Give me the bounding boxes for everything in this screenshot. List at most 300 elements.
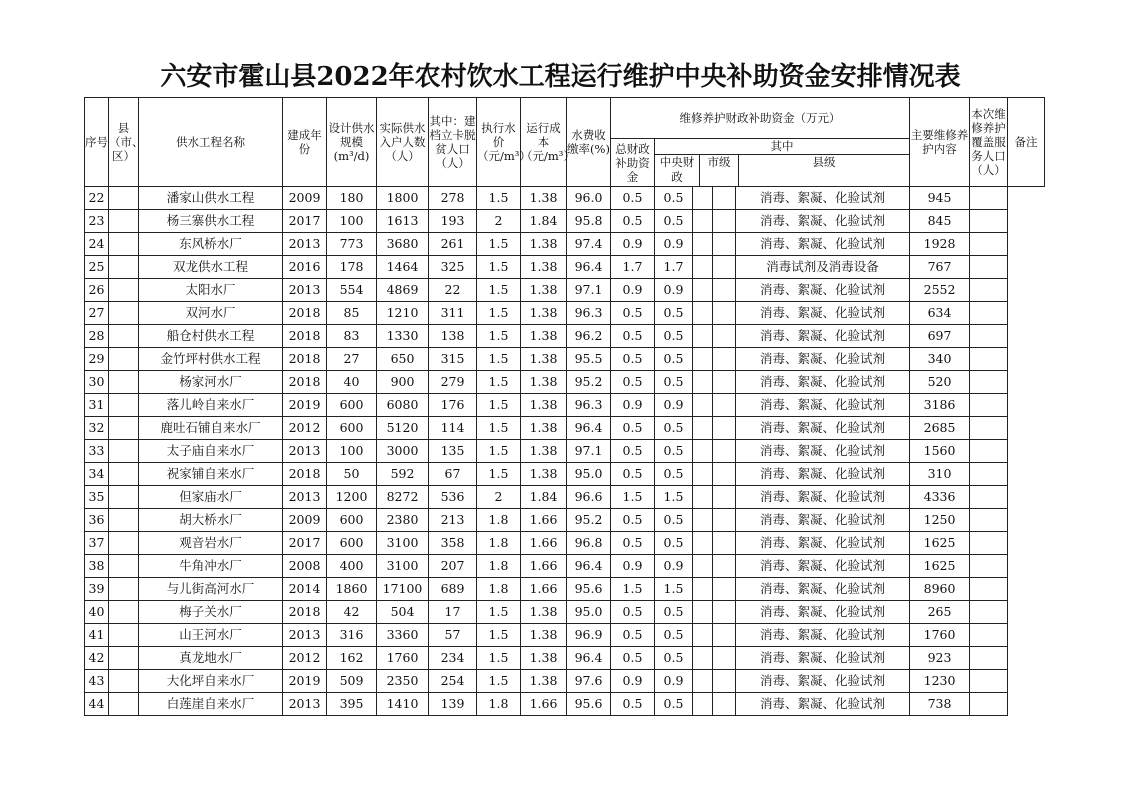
cell-city [693, 210, 713, 233]
cell-city [693, 555, 713, 578]
cell-year: 2009 [283, 187, 327, 210]
cell-central: 0.5 [655, 440, 693, 463]
cell-collect: 96.4 [567, 256, 611, 279]
table-row [85, 578, 1045, 601]
cell-actual: 1613 [377, 210, 429, 233]
cell-price: 1.8 [477, 578, 521, 601]
cell-county-level [713, 210, 736, 233]
table-row [85, 348, 1045, 371]
cell-county-level [713, 555, 736, 578]
cell-seq: 41 [85, 624, 109, 647]
cell-design: 100 [327, 210, 377, 233]
cell-price: 1.5 [477, 394, 521, 417]
cell-actual: 6080 [377, 394, 429, 417]
cell-poverty: 67 [429, 463, 477, 486]
cell-project-name: 东风桥水厂 [139, 233, 283, 256]
cell-cost: 1.38 [521, 394, 567, 417]
cell-project-name: 观音岩水厂 [139, 532, 283, 555]
cell-year: 2013 [283, 486, 327, 509]
cell-city [693, 440, 713, 463]
cell-served: 945 [910, 187, 970, 210]
cell-content: 消毒、絮凝、化验试剂 [736, 371, 910, 394]
cell-city [693, 578, 713, 601]
cell-city [693, 187, 713, 210]
cell-collect: 97.1 [567, 279, 611, 302]
table-row [85, 555, 1045, 578]
cell-cost: 1.38 [521, 302, 567, 325]
cell-price: 1.8 [477, 532, 521, 555]
cell-year: 2019 [283, 394, 327, 417]
cell-seq: 42 [85, 647, 109, 670]
cell-cost: 1.38 [521, 187, 567, 210]
cell-price: 1.8 [477, 555, 521, 578]
cell-county-level [713, 509, 736, 532]
cell-seq: 23 [85, 210, 109, 233]
cell-county [109, 279, 139, 302]
cell-content: 消毒、絮凝、化验试剂 [736, 302, 910, 325]
cell-city [693, 624, 713, 647]
cell-actual: 3000 [377, 440, 429, 463]
cell-project-name: 落儿岭自来水厂 [139, 394, 283, 417]
cell-design: 85 [327, 302, 377, 325]
cell-seq: 29 [85, 348, 109, 371]
cell-county-level [713, 624, 736, 647]
header-project: 供水工程名称 [139, 98, 283, 187]
cell-county-level [713, 486, 736, 509]
cell-design: 180 [327, 187, 377, 210]
cell-design: 27 [327, 348, 377, 371]
cell-poverty: 261 [429, 233, 477, 256]
cell-remark [970, 624, 1008, 647]
cell-county-level [713, 325, 736, 348]
cell-county [109, 187, 139, 210]
cell-seq: 39 [85, 578, 109, 601]
cell-collect: 95.8 [567, 210, 611, 233]
cell-actual: 1410 [377, 693, 429, 716]
cell-central: 0.5 [655, 624, 693, 647]
cell-central: 0.9 [655, 233, 693, 256]
cell-poverty: 358 [429, 532, 477, 555]
cell-year: 2012 [283, 417, 327, 440]
cell-cost: 1.38 [521, 279, 567, 302]
cell-content: 消毒、絮凝、化验试剂 [736, 601, 910, 624]
cell-poverty: 278 [429, 187, 477, 210]
cell-seq: 37 [85, 532, 109, 555]
cell-content: 消毒、絮凝、化验试剂 [736, 440, 910, 463]
header-design: 设计供水规模(m³/d) [327, 98, 377, 187]
cell-content: 消毒、絮凝、化验试剂 [736, 509, 910, 532]
cell-price: 1.5 [477, 417, 521, 440]
cell-actual: 504 [377, 601, 429, 624]
cell-project-name: 鹿吐石铺自来水厂 [139, 417, 283, 440]
cell-seq: 24 [85, 233, 109, 256]
cell-central: 1.5 [655, 578, 693, 601]
cell-poverty: 57 [429, 624, 477, 647]
header-poverty: 其中：建档立卡脱贫人口（人） [429, 98, 477, 187]
cell-total: 0.5 [611, 371, 655, 394]
cell-city [693, 647, 713, 670]
cell-remark [970, 348, 1008, 371]
cell-county-level [713, 532, 736, 555]
cell-county-level [713, 647, 736, 670]
cell-remark [970, 647, 1008, 670]
cell-central: 0.5 [655, 463, 693, 486]
cell-content: 消毒、絮凝、化验试剂 [736, 670, 910, 693]
cell-remark [970, 371, 1008, 394]
cell-collect: 95.0 [567, 463, 611, 486]
cell-content: 消毒、絮凝、化验试剂 [736, 463, 910, 486]
cell-county-level [713, 279, 736, 302]
cell-remark [970, 670, 1008, 693]
cell-city [693, 532, 713, 555]
cell-collect: 96.4 [567, 647, 611, 670]
document-title: 六安市霍山县2022年农村饮水工程运行维护中央补助资金安排情况表 [160, 62, 961, 92]
cell-city [693, 486, 713, 509]
cell-total: 0.5 [611, 463, 655, 486]
cell-content: 消毒、絮凝、化验试剂 [736, 210, 910, 233]
cell-price: 1.5 [477, 624, 521, 647]
cell-price: 1.5 [477, 440, 521, 463]
cell-remark [970, 302, 1008, 325]
cell-price: 1.5 [477, 302, 521, 325]
table-row [85, 187, 1045, 210]
cell-county [109, 256, 139, 279]
cell-city [693, 302, 713, 325]
cell-remark [970, 279, 1008, 302]
cell-cost: 1.38 [521, 256, 567, 279]
cell-design: 400 [327, 555, 377, 578]
cell-remark [970, 578, 1008, 601]
header-seq: 序号 [85, 98, 109, 187]
cell-price: 1.8 [477, 693, 521, 716]
header-cost: 运行成本（元/m³） [521, 98, 567, 187]
table-row [85, 647, 1045, 670]
cell-poverty: 213 [429, 509, 477, 532]
cell-collect: 97.1 [567, 440, 611, 463]
cell-total: 0.5 [611, 647, 655, 670]
cell-central: 0.5 [655, 532, 693, 555]
cell-actual: 650 [377, 348, 429, 371]
cell-content: 消毒、絮凝、化验试剂 [736, 578, 910, 601]
cell-served: 340 [910, 348, 970, 371]
cell-design: 83 [327, 325, 377, 348]
cell-project-name: 双龙供水工程 [139, 256, 283, 279]
cell-total: 0.9 [611, 394, 655, 417]
cell-served: 1560 [910, 440, 970, 463]
header-remark: 备注 [1008, 98, 1045, 187]
cell-project-name: 潘家山供水工程 [139, 187, 283, 210]
cell-central: 0.5 [655, 210, 693, 233]
cell-served: 3186 [910, 394, 970, 417]
cell-actual: 1760 [377, 647, 429, 670]
cell-total: 1.7 [611, 256, 655, 279]
cell-cost: 1.38 [521, 233, 567, 256]
cell-total: 0.5 [611, 210, 655, 233]
cell-actual: 17100 [377, 578, 429, 601]
cell-year: 2008 [283, 555, 327, 578]
header-of-which-group [655, 139, 910, 187]
cell-content: 消毒试剂及消毒设备 [736, 256, 910, 279]
cell-design: 162 [327, 647, 377, 670]
cell-collect: 96.6 [567, 486, 611, 509]
cell-served: 1250 [910, 509, 970, 532]
cell-county [109, 509, 139, 532]
cell-county [109, 670, 139, 693]
cell-city [693, 348, 713, 371]
table-row [85, 325, 1045, 348]
header-county: 县（市、区） [109, 98, 139, 187]
cell-content: 消毒、絮凝、化验试剂 [736, 348, 910, 371]
cell-served: 1928 [910, 233, 970, 256]
cell-remark [970, 601, 1008, 624]
cell-actual: 900 [377, 371, 429, 394]
cell-cost: 1.66 [521, 509, 567, 532]
cell-county-level [713, 578, 736, 601]
cell-city [693, 233, 713, 256]
cell-city [693, 394, 713, 417]
cell-county [109, 532, 139, 555]
cell-served: 923 [910, 647, 970, 670]
cell-served: 1625 [910, 555, 970, 578]
cell-price: 1.5 [477, 647, 521, 670]
cell-collect: 96.8 [567, 532, 611, 555]
cell-year: 2013 [283, 693, 327, 716]
cell-cost: 1.66 [521, 532, 567, 555]
cell-actual: 4869 [377, 279, 429, 302]
cell-price: 1.5 [477, 256, 521, 279]
cell-price: 2 [477, 486, 521, 509]
cell-collect: 96.3 [567, 394, 611, 417]
cell-project-name: 太子庙自来水厂 [139, 440, 283, 463]
table-row [85, 394, 1045, 417]
cell-remark [970, 486, 1008, 509]
cell-price: 1.5 [477, 233, 521, 256]
cell-served: 738 [910, 693, 970, 716]
cell-project-name: 胡大桥水厂 [139, 509, 283, 532]
cell-total: 0.5 [611, 693, 655, 716]
cell-design: 600 [327, 417, 377, 440]
cell-county-level [713, 417, 736, 440]
cell-city [693, 325, 713, 348]
cell-collect: 95.5 [567, 348, 611, 371]
cell-project-name: 真龙地水厂 [139, 647, 283, 670]
cell-cost: 1.38 [521, 440, 567, 463]
cell-content: 消毒、絮凝、化验试剂 [736, 233, 910, 256]
cell-total: 0.5 [611, 302, 655, 325]
cell-seq: 43 [85, 670, 109, 693]
cell-content: 消毒、絮凝、化验试剂 [736, 325, 910, 348]
cell-central: 0.5 [655, 302, 693, 325]
cell-city [693, 693, 713, 716]
cell-poverty: 139 [429, 693, 477, 716]
cell-county-level [713, 187, 736, 210]
cell-county-level [713, 440, 736, 463]
cell-central: 0.5 [655, 417, 693, 440]
cell-price: 1.5 [477, 325, 521, 348]
cell-collect: 97.4 [567, 233, 611, 256]
cell-project-name: 牛角冲水厂 [139, 555, 283, 578]
cell-design: 600 [327, 509, 377, 532]
cell-collect: 96.2 [567, 325, 611, 348]
cell-price: 1.5 [477, 279, 521, 302]
cell-county-level [713, 233, 736, 256]
header-content: 主要维修养护内容 [910, 98, 970, 187]
cell-cost: 1.38 [521, 601, 567, 624]
header-price: 执行水价（元/m³） [477, 98, 521, 187]
table-row [85, 486, 1045, 509]
cell-design: 600 [327, 532, 377, 555]
cell-county [109, 325, 139, 348]
table-row [85, 693, 1045, 716]
table-row [85, 279, 1045, 302]
cell-project-name: 但家庙水厂 [139, 486, 283, 509]
cell-collect: 96.4 [567, 417, 611, 440]
table-row [85, 601, 1045, 624]
cell-collect: 97.6 [567, 670, 611, 693]
cell-county [109, 394, 139, 417]
cell-remark [970, 325, 1008, 348]
cell-design: 178 [327, 256, 377, 279]
cell-central: 0.5 [655, 371, 693, 394]
cell-poverty: 254 [429, 670, 477, 693]
cell-project-name: 与儿街高河水厂 [139, 578, 283, 601]
cell-total: 0.5 [611, 440, 655, 463]
cell-county [109, 486, 139, 509]
cell-price: 1.5 [477, 601, 521, 624]
cell-actual: 3100 [377, 532, 429, 555]
cell-total: 0.9 [611, 555, 655, 578]
header-fund-group: 维修养护财政补助资金（万元） [611, 98, 910, 139]
cell-project-name: 杨三寨供水工程 [139, 210, 283, 233]
cell-actual: 2350 [377, 670, 429, 693]
cell-seq: 28 [85, 325, 109, 348]
cell-seq: 38 [85, 555, 109, 578]
cell-year: 2017 [283, 532, 327, 555]
cell-county-level [713, 463, 736, 486]
cell-total: 0.5 [611, 601, 655, 624]
cell-remark [970, 693, 1008, 716]
cell-seq: 30 [85, 371, 109, 394]
cell-design: 316 [327, 624, 377, 647]
cell-year: 2012 [283, 647, 327, 670]
cell-poverty: 138 [429, 325, 477, 348]
cell-county [109, 233, 139, 256]
cell-actual: 5120 [377, 417, 429, 440]
cell-served: 2552 [910, 279, 970, 302]
cell-served: 697 [910, 325, 970, 348]
cell-central: 0.5 [655, 348, 693, 371]
cell-total: 0.9 [611, 233, 655, 256]
cell-county-level [713, 348, 736, 371]
cell-central: 0.9 [655, 394, 693, 417]
cell-price: 2 [477, 210, 521, 233]
cell-served: 1625 [910, 532, 970, 555]
cell-county-level [713, 394, 736, 417]
cell-county [109, 348, 139, 371]
cell-poverty: 135 [429, 440, 477, 463]
cell-county-level [713, 256, 736, 279]
cell-year: 2019 [283, 670, 327, 693]
cell-served: 310 [910, 463, 970, 486]
cell-actual: 1210 [377, 302, 429, 325]
cell-county [109, 371, 139, 394]
cell-remark [970, 532, 1008, 555]
cell-content: 消毒、絮凝、化验试剂 [736, 555, 910, 578]
cell-project-name: 金竹坪村供水工程 [139, 348, 283, 371]
cell-county [109, 417, 139, 440]
cell-remark [970, 555, 1008, 578]
cell-served: 767 [910, 256, 970, 279]
cell-design: 395 [327, 693, 377, 716]
cell-content: 消毒、絮凝、化验试剂 [736, 647, 910, 670]
cell-served: 265 [910, 601, 970, 624]
cell-collect: 95.2 [567, 509, 611, 532]
cell-central: 0.5 [655, 693, 693, 716]
cell-actual: 1800 [377, 187, 429, 210]
cell-total: 0.5 [611, 624, 655, 647]
cell-county [109, 693, 139, 716]
cell-central: 0.5 [655, 509, 693, 532]
cell-county-level [713, 601, 736, 624]
cell-total: 0.5 [611, 348, 655, 371]
cell-collect: 96.9 [567, 624, 611, 647]
cell-year: 2017 [283, 210, 327, 233]
cell-price: 1.8 [477, 509, 521, 532]
cell-year: 2014 [283, 578, 327, 601]
cell-city [693, 417, 713, 440]
cell-seq: 22 [85, 187, 109, 210]
cell-design: 509 [327, 670, 377, 693]
cell-design: 1200 [327, 486, 377, 509]
cell-year: 2018 [283, 601, 327, 624]
cell-price: 1.5 [477, 187, 521, 210]
cell-central: 0.9 [655, 555, 693, 578]
cell-design: 554 [327, 279, 377, 302]
funding-table [84, 97, 1045, 716]
cell-poverty: 17 [429, 601, 477, 624]
cell-design: 100 [327, 440, 377, 463]
cell-cost: 1.38 [521, 348, 567, 371]
cell-cost: 1.84 [521, 210, 567, 233]
header-served: 本次维修养护覆盖服务人口（人） [970, 98, 1008, 187]
cell-county [109, 555, 139, 578]
cell-design: 40 [327, 371, 377, 394]
cell-content: 消毒、絮凝、化验试剂 [736, 532, 910, 555]
cell-content: 消毒、絮凝、化验试剂 [736, 187, 910, 210]
cell-remark [970, 509, 1008, 532]
cell-central: 0.5 [655, 325, 693, 348]
cell-year: 2016 [283, 256, 327, 279]
cell-poverty: 279 [429, 371, 477, 394]
cell-cost: 1.38 [521, 647, 567, 670]
cell-poverty: 325 [429, 256, 477, 279]
cell-total: 0.9 [611, 670, 655, 693]
cell-served: 1230 [910, 670, 970, 693]
cell-price: 1.5 [477, 348, 521, 371]
cell-city [693, 601, 713, 624]
cell-central: 0.9 [655, 670, 693, 693]
cell-actual: 1464 [377, 256, 429, 279]
table-body [85, 187, 1045, 716]
cell-project-name: 杨家河水厂 [139, 371, 283, 394]
cell-seq: 32 [85, 417, 109, 440]
cell-seq: 40 [85, 601, 109, 624]
cell-content: 消毒、絮凝、化验试剂 [736, 624, 910, 647]
cell-actual: 1330 [377, 325, 429, 348]
cell-total: 0.5 [611, 532, 655, 555]
header-collect: 水费收缴率(%) [567, 98, 611, 187]
cell-cost: 1.66 [521, 578, 567, 601]
